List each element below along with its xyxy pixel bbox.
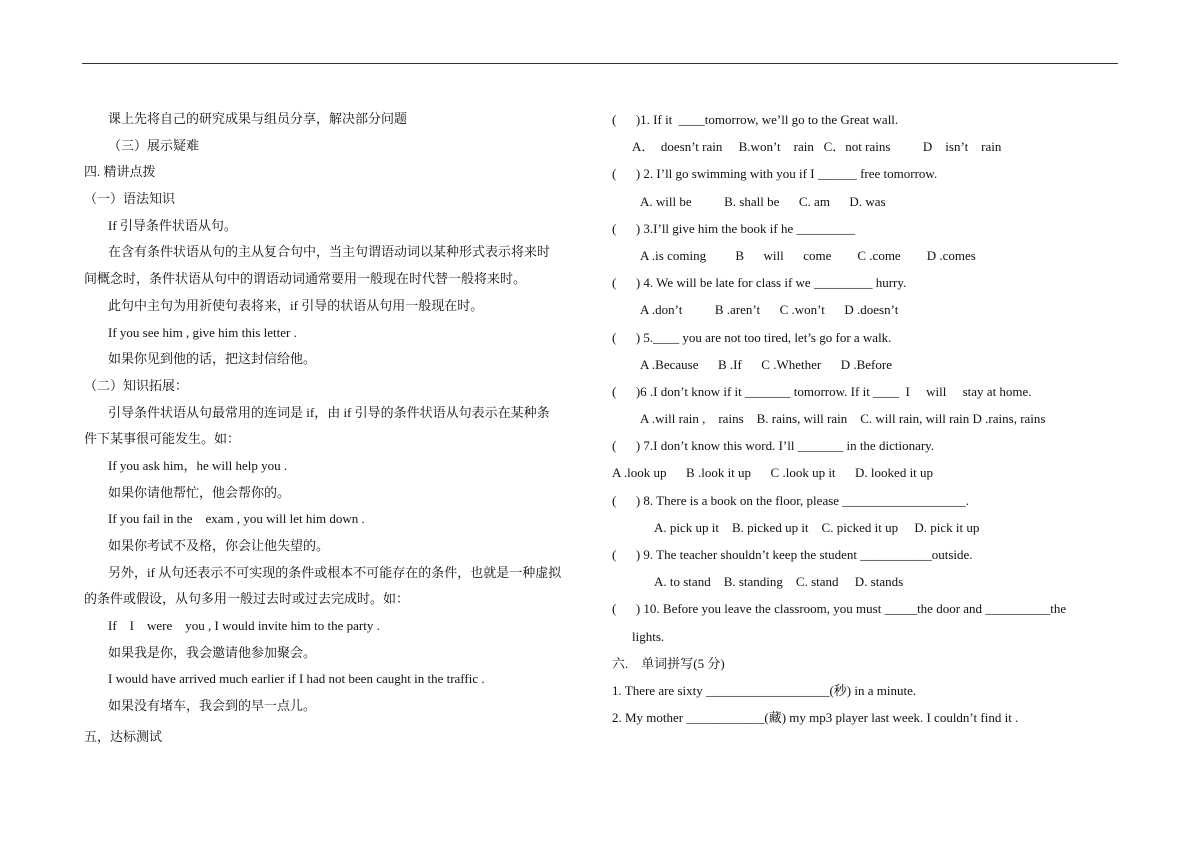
- question-line: ( ) 5.____ you are not too tired, let’s go for a walk.: [612, 329, 892, 345]
- question-line: ( )1. If it ____tomorrow, we’ll go to the Great wall.: [612, 112, 899, 127]
- example-sentence: If I were you , I would invite him to the party .: [108, 618, 380, 634]
- answer-options: A .don’t B .aren’t C .won’t D .doesn’t: [640, 302, 899, 318]
- question-line: ( ) 2. I’ll go swimming with you if I ______ free tomorrow.: [612, 166, 938, 182]
- spelling-item: 1. There are sixty ___________________(秒) in a minute.: [612, 682, 917, 698]
- answer-options: A .look up B .look it up C .look up it D. looked it up: [612, 465, 934, 481]
- answer-options: A. will be B. shall be C. am D. was: [640, 193, 886, 209]
- section-heading: （二）知识拓展：: [84, 377, 189, 393]
- question-line: ( ) 4. We will be late for class if we _________ hurry.: [612, 275, 907, 291]
- left-column: [84, 106, 594, 751]
- question-line: ( ) 10. Before you leave the classroom, you must _____the door and __________the: [612, 601, 1067, 617]
- question-line: ( ) 3.I’ll give him the book if he _________: [612, 220, 855, 236]
- question-line: ( ) 9. The teacher shouldn’t keep the student ___________outside.: [612, 547, 973, 562]
- text-line: If 引导条件状语从句。: [108, 217, 237, 233]
- example-translation: 如果我是你，我会邀请他参加聚会。: [108, 644, 317, 660]
- question-line: ( )6 .I don’t know if it _______ tomorrow. If it ____ I will stay at home.: [612, 383, 1032, 399]
- example-translation: 如果没有堵车，我会到的早一点儿。: [108, 698, 317, 714]
- text-line: 间概念时，条件状语从句中的谓语动词通常要用一般现在时代替一般将来时。: [84, 271, 527, 287]
- example-sentence: I would have arrived much earlier if I had not been caught in the traffic .: [108, 671, 485, 687]
- question-line: ( ) 8. There is a book on the floor, please ___________________.: [612, 492, 970, 508]
- spelling-item: 2. My mother ____________(藏) my mp3 player last week. I couldn’t find it .: [612, 710, 1019, 726]
- answer-options: A .Because B .If C .Whether D .Before: [640, 356, 892, 372]
- text-line: 课上先将自己的研究成果与组员分享，解决部分问题: [108, 111, 408, 126]
- right-column: [612, 106, 1112, 731]
- example-translation: 如果你请他帮忙，他会帮你的。: [108, 484, 291, 500]
- section-heading: （三）展示疑难: [108, 137, 200, 153]
- text-line: 的条件或假设，从句多用一般过去时或过去完成时。如：: [84, 591, 410, 607]
- example-translation: 如果你见到他的话，把这封信给他。: [108, 351, 317, 367]
- section-heading: 四. 精讲点拨: [84, 164, 156, 180]
- question-line: ( ) 7.I don’t know this word. I’ll _______ in the dictionary.: [612, 438, 935, 454]
- answer-options: A .will rain , rains B. rains, will rain C. will rain, will rain D .rains, rains: [640, 411, 1046, 427]
- answer-options: A． doesn’t rain B.won’t rain C．not rains D isn’t rain: [632, 139, 1002, 155]
- section-heading: 五，达标测试: [84, 728, 163, 744]
- answer-options: A. pick up it B. picked up it C. picked it up D. pick it up: [654, 519, 980, 535]
- section-heading: （一）语法知识: [84, 191, 176, 207]
- text-line: 此句中主句为用祈使句表将来，if 引导的状语从句用一般现在时。: [108, 297, 484, 313]
- example-sentence: If you ask him，he will help you .: [108, 457, 288, 473]
- answer-options: A .is coming B will come C .come D .comes: [640, 247, 976, 263]
- example-sentence: If you fail in the exam , you will let him down .: [108, 511, 365, 527]
- text-line: 在含有条件状语从句的主从复合句中，当主句谓语动词以某种形式表示将来时: [108, 244, 551, 260]
- header-rule: [82, 63, 1118, 64]
- example-sentence: If you see him , give him this letter .: [108, 324, 297, 340]
- question-line: lights.: [632, 628, 665, 644]
- answer-options: A. to stand B. standing C. stand D. stands: [654, 574, 904, 590]
- text-line: 引导条件状语从句最常用的连词是 if，由 if 引导的条件状语从句表示在某种条: [108, 404, 550, 420]
- text-line: 件下某事很可能发生。如：: [84, 431, 241, 447]
- section-heading: 六. 单词拼写(5 分): [612, 655, 725, 671]
- text-line: 另外，if 从句还表示不可实现的条件或根本不可能存在的条件，也就是一种虚拟: [108, 564, 562, 580]
- example-translation: 如果你考试不及格，你会让他失望的。: [108, 538, 330, 553]
